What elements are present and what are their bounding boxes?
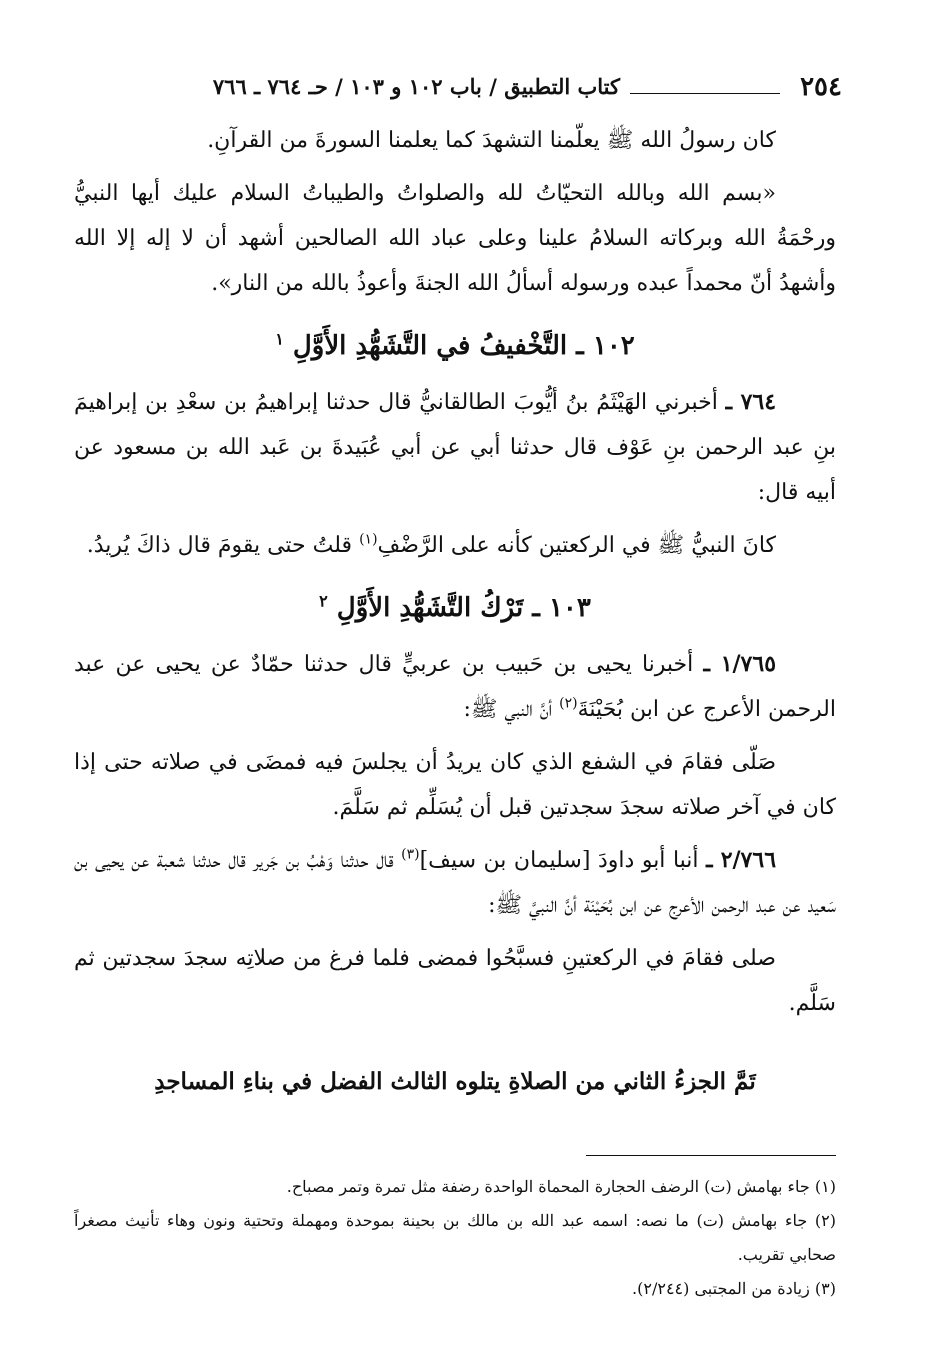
tashahhud-text: «بسم الله وبالله التحيّاتُ لله والصلواتُ والطيباتُ السلام عليك أيها النبيُّ ورحْمَةُ الله وبركاته السلامُ علينا وعلى عباد الله الصالحين أشهد أن لا إله إلا الله وأشهدُ أنّ محمداً عبده ورسوله أسألُ الله الجنةَ وأعوذُ بالله من النار». — [74, 181, 836, 296]
footnote-ref: (٣) — [401, 846, 420, 863]
hadith-number: ٧٦٤ ـ — [725, 389, 777, 415]
hadith-766-matn: صلى فقامَ في الركعتينِ فسبَّحُوا فمضى فلما فرغ من صلاتِه سجدَ سجدتين ثم سَلَّم. — [74, 946, 836, 1016]
colophon: تَمَّ الجزءُ الثاني من الصلاةِ يتلوه الثالث الفضل في بناءِ المساجدِ — [154, 1068, 756, 1095]
footnotes — [74, 1170, 836, 1306]
hadith-764-matn: كانَ النبيُّ ﷺ في الركعتين كأنه على الرَّضْفِ$^{(١)}$ قلتُ حتى يقومَ قال ذاكَ يُريدُ. — [86, 531, 776, 558]
hadith-765-matn: صَلّى فقامَ في الشفع الذي كان يريدُ أن يجلسَ فيه فمضَى في صلاته حتى إذا كان في آخر صلاته سجدَ سجدتين قبل أن يُسَلِّم ثم سَلَّمَ. — [74, 750, 836, 820]
running-title: كتاب التطبيق / باب ١٠٢ و ١٠٣ / حـ ٧٦٤ ـ ٧٦٦ — [212, 74, 620, 99]
hadith-765-isnad: ١/٧٦٥ ـ أخبرنا يحيى بن حَبيب بن عربيٍّ قال حدثنا حمّادٌ عن يحيى عن عبد الرحمن الأعرج عن ابن بُحَيْنَةَ$^{(٢)}$ أنَّ النبي ﷺ: — [74, 651, 836, 722]
header-rule — [630, 93, 780, 94]
hadith-number: ٢/٧٦٦ ـ — [706, 847, 777, 873]
footnote-ref: ٢ — [319, 591, 328, 611]
footnote-1: (١) جاء بهامش (ت) الرضف الحجارة المحماة الواحدة رضفة مثل تمرة وتمر مصباح. — [286, 1177, 836, 1196]
footnote-ref: (١) — [359, 531, 378, 548]
hadith-number: ١/٧٦٥ ـ — [703, 651, 777, 677]
hadith-764-isnad: ٧٦٤ ـ أخبرني الهَيْثَمُ بنُ أيُّوبَ الطالقانيُّ قال حدثنا إبراهيمُ بن سعْدِ بن إبراهيمَ بنِ عبد الرحمن بنِ عَوْف قال حدثنا أبي عن أبي عُبَيدةَ بن عَبد الله بن مسعود عن أبيه قال: — [74, 389, 836, 505]
chapter-heading-103: ١٠٣ ـ تَرْكُ التَّشَهُّدِ الأَوَّلِ $^٢$ — [319, 591, 591, 623]
footnote-3: (٣) زيادة من المجتبى (٢/٢٤٤). — [632, 1279, 836, 1298]
footnote-2: (٢) جاء بهامش (ت) ما نصه: اسمه عبد الله بن مالك بن بحينة بموحدة ومهملة وتحتية ونون وهاء تأنيث مصغراً صحابي تقريب. — [74, 1211, 836, 1264]
footnote-rule — [586, 1155, 836, 1156]
footnote-ref: (٢) — [559, 695, 578, 712]
page-number: ٢٥٤ — [800, 72, 842, 102]
hadith-766-isnad: ٢/٧٦٦ ـ أنبا أبو داودَ [سليمان بن سيف]$^{(٣)}$ قال حدثنا وَهْبُ بن جَرير قال حدثنا شعبة عن يحيى بن سَعيد عن عبد الرحمن الأعرج عن ابن بُحَيْنَة أنَّ النبيَّ ﷺ: — [74, 846, 836, 918]
main-text — [74, 118, 836, 1026]
hadith-text: كان رسولُ الله ﷺ يعلّمنا التشهدَ كما يعلمنا السورةَ من القرآنِ. — [207, 128, 776, 153]
chapter-heading-102: ١٠٢ ـ التَّخْفيفُ في التَّشَهُّدِ الأَوَّلِ $^١$ — [275, 329, 635, 361]
footnote-ref: ١ — [275, 329, 284, 349]
running-header — [72, 72, 842, 106]
